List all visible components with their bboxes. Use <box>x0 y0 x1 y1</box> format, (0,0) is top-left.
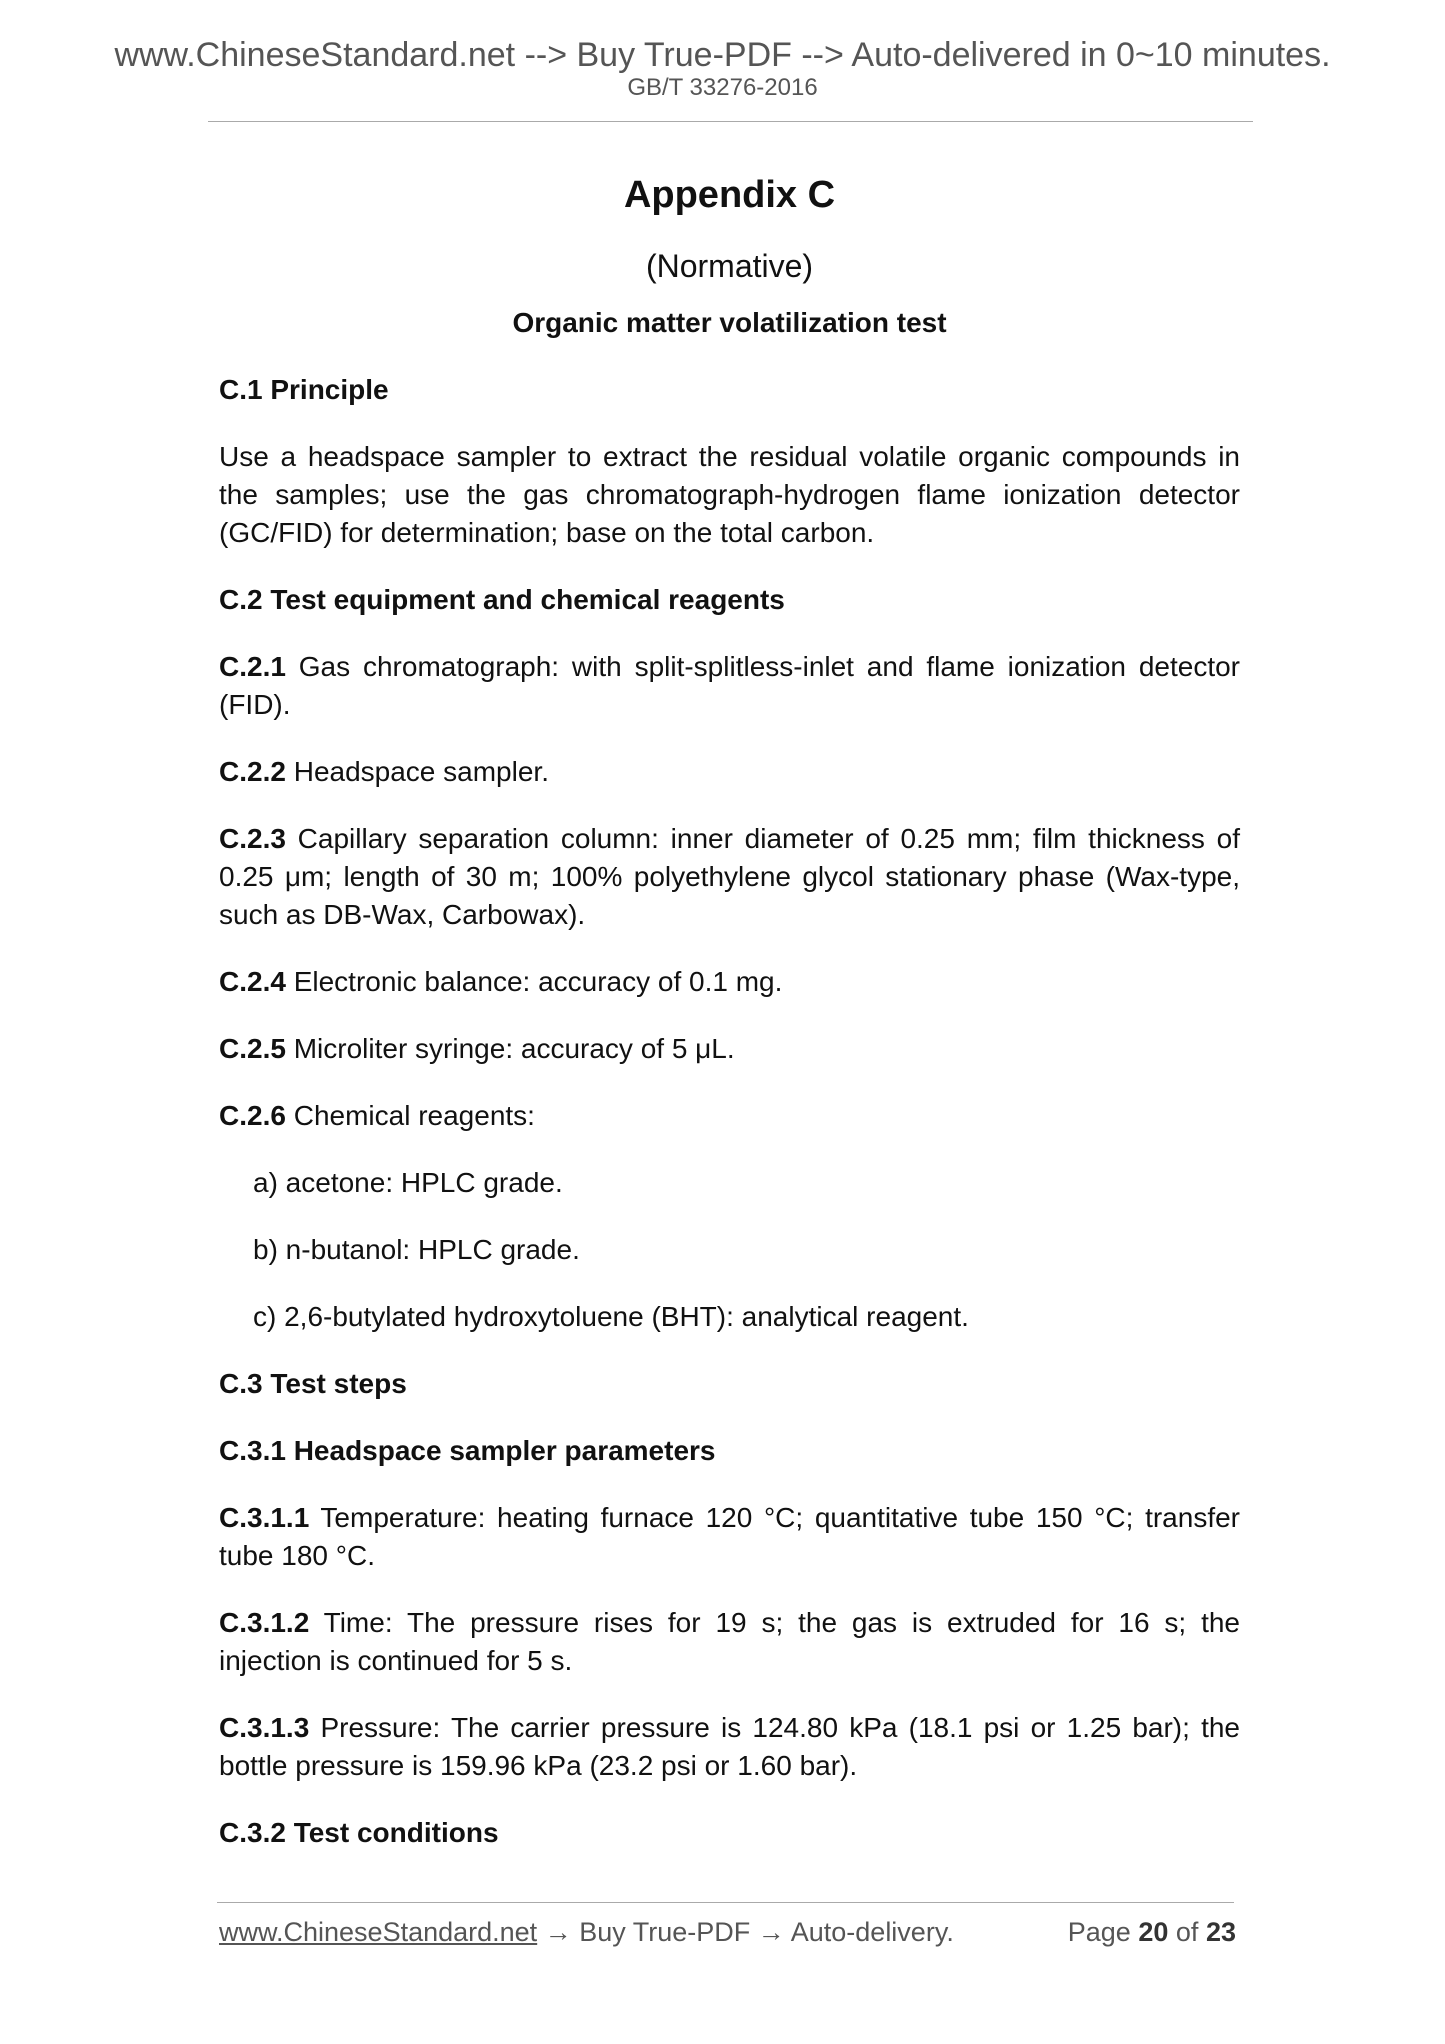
clause-text: Chemical reagents: <box>285 1100 535 1131</box>
section-heading-c3: C.3 Test steps <box>219 1368 407 1399</box>
clause-number: C.3.1.3 <box>219 1712 310 1743</box>
reagent-item-a: a) acetone: HPLC grade. <box>253 1167 563 1198</box>
subsection-heading-c3-1: C.3.1 Headspace sampler parameters <box>219 1435 716 1466</box>
clause-c2-1 <box>219 648 1240 724</box>
clause-text: Microliter syringe: accuracy of 5 μL. <box>285 1033 735 1064</box>
header-banner: www.ChineseStandard.net --> Buy True-PDF --> Auto-delivered in 0~10 minutes. <box>114 36 1331 74</box>
appendix-type: (Normative) <box>645 248 814 284</box>
clause-c2-2 <box>219 753 1240 791</box>
clause-number: C.2.6 <box>219 1100 286 1131</box>
clause-c2-6 <box>219 1097 1240 1135</box>
clause-c2-4 <box>219 963 1240 1001</box>
clause-c2-5 <box>219 1030 1240 1068</box>
clause-text: Headspace sampler. <box>285 756 549 787</box>
page-number <box>1068 1912 1236 1952</box>
clause-c3-1-1 <box>219 1499 1240 1575</box>
total-pages: 23 <box>1205 1917 1236 1947</box>
document-id: GB/T 33276-2016 <box>627 74 818 101</box>
section-heading-c1: C.1 Principle <box>219 374 389 405</box>
appendix-title: Appendix C <box>623 174 836 216</box>
footer-tagline: → Buy True-PDF → Auto-delivery. <box>537 1917 954 1947</box>
footer-divider <box>217 1902 1234 1903</box>
clause-c2-3 <box>219 820 1240 934</box>
reagent-item-c: c) 2,6-butylated hydroxytoluene (BHT): analytical reagent. <box>253 1301 969 1332</box>
clause-c3-1-3 <box>219 1709 1240 1785</box>
subsection-heading-c3-2: C.3.2 Test conditions <box>219 1817 499 1848</box>
header-divider <box>208 121 1253 122</box>
clause-number: C.3.1.1 <box>219 1502 310 1533</box>
clause-text: Gas chromatograph: with split-splitless-inlet and flame ionization detector (FID). <box>219 651 1240 720</box>
section-heading-c2: C.2 Test equipment and chemical reagents <box>219 584 785 615</box>
clause-number: C.2.4 <box>219 966 286 997</box>
of-label: of <box>1175 1917 1199 1947</box>
clause-text: Temperature: heating furnace 120 °C; quantitative tube 150 °C; transfer tube 180 °C. <box>219 1502 1240 1571</box>
footer-link[interactable]: www.ChineseStandard.net <box>219 1917 538 1947</box>
clause-number: C.3.1.2 <box>219 1607 310 1638</box>
appendix-subject: Organic matter volatilization test <box>512 307 947 338</box>
current-page: 20 <box>1138 1917 1169 1947</box>
clause-text: Time: The pressure rises for 19 s; the gas is extruded for 16 s; the injection is continued for 5 s. <box>219 1607 1240 1676</box>
clause-number: C.2.2 <box>219 756 286 787</box>
paragraph-c1: Use a headspace sampler to extract the residual volatile organic compounds in the samples; use the gas chromatograph-hydrogen flame ionization detector (GC/FID) for determination; base on the total carbon. <box>219 441 1240 548</box>
page-footer <box>219 1912 1236 1952</box>
reagent-item-b: b) n-butanol: HPLC grade. <box>253 1234 580 1265</box>
page-label: Page <box>1067 1917 1131 1947</box>
clause-number: C.2.5 <box>219 1033 286 1064</box>
clause-number: C.2.3 <box>219 823 286 854</box>
clause-number: C.2.1 <box>219 651 286 682</box>
clause-c3-1-2 <box>219 1604 1240 1680</box>
page-content <box>219 170 1240 1852</box>
clause-text: Capillary separation column: inner diameter of 0.25 mm; film thickness of 0.25 μm; length of 30 m; 100% polyethylene glycol stationary phase (Wax-type, such as DB-Wax, Carbowax). <box>219 823 1240 930</box>
clause-text: Pressure: The carrier pressure is 124.80 kPa (18.1 psi or 1.25 bar); the bottle pressure is 159.96 kPa (23.2 psi or 1.60 bar). <box>219 1712 1240 1781</box>
clause-text: Electronic balance: accuracy of 0.1 mg. <box>285 966 783 997</box>
